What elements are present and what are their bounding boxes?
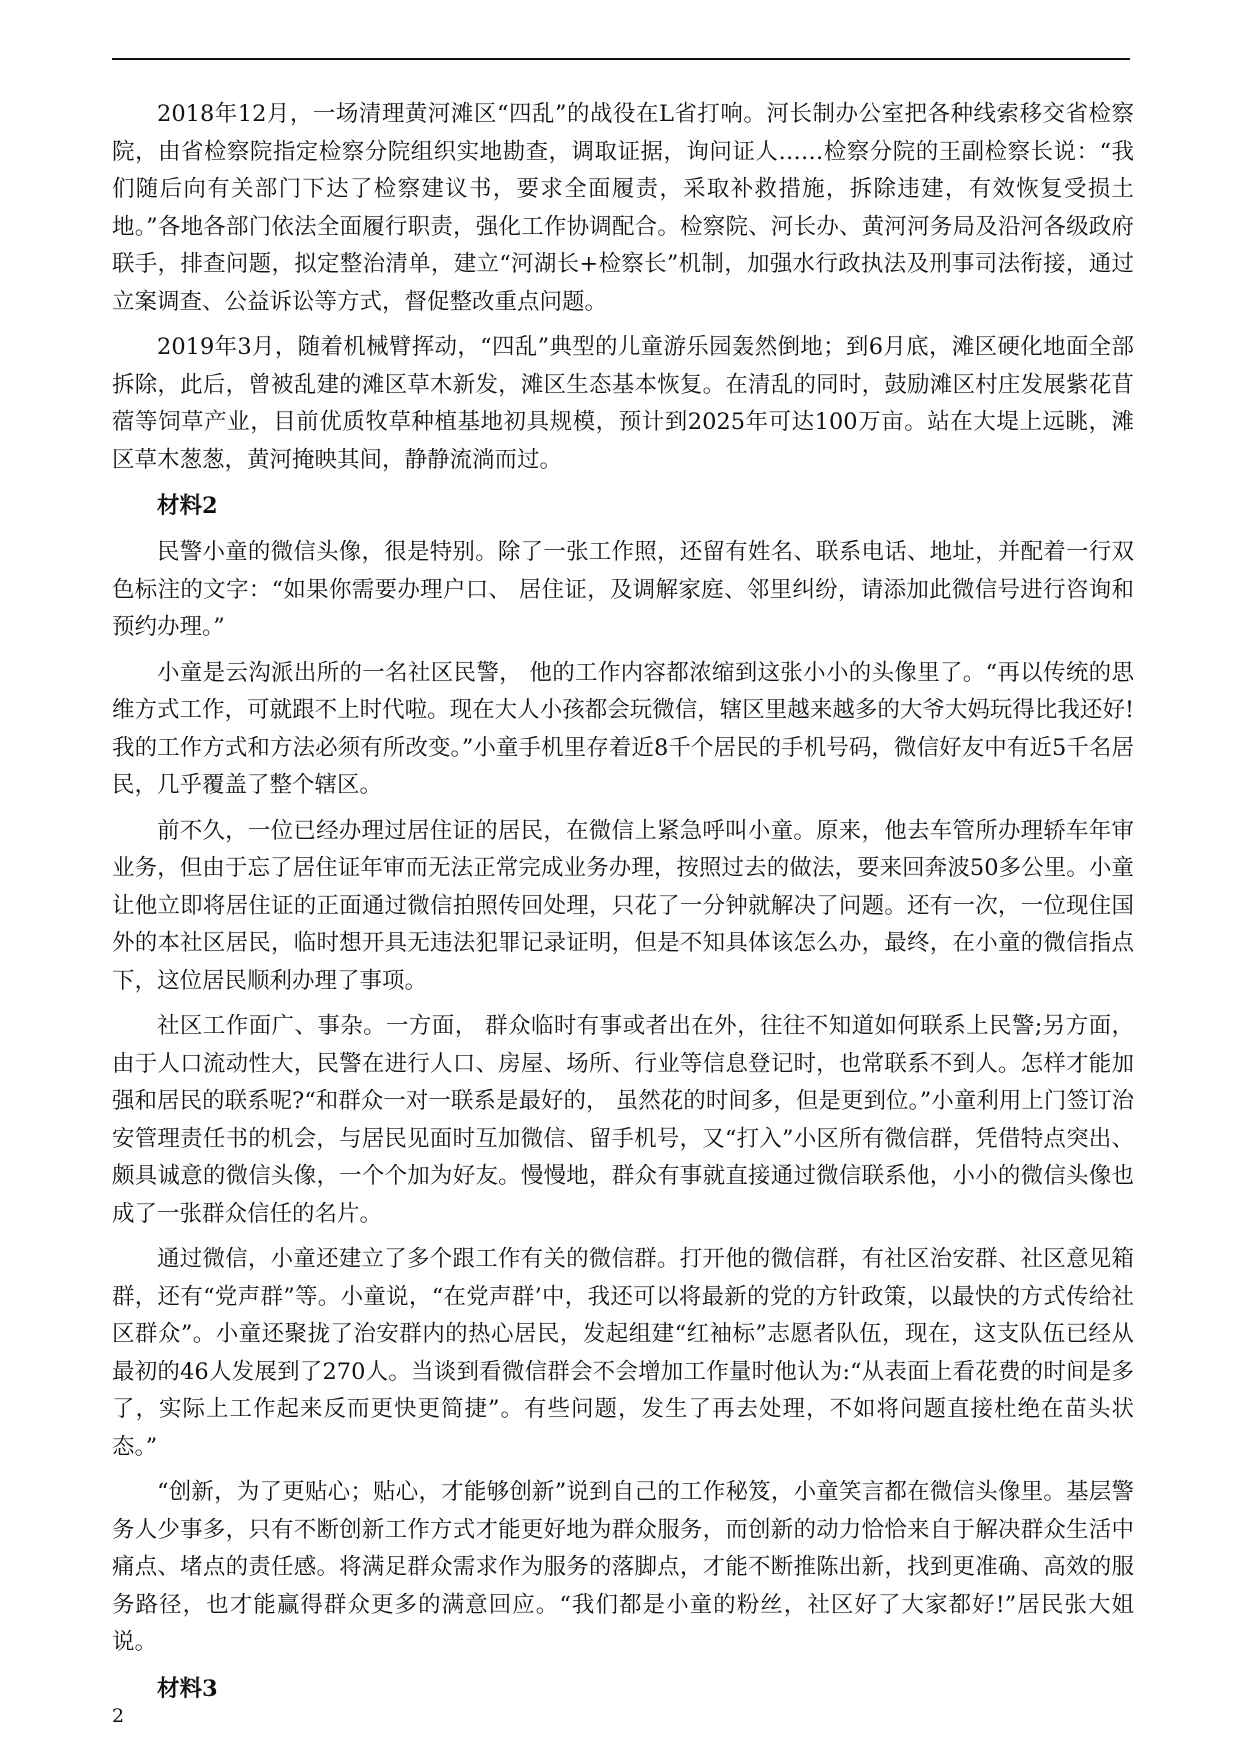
paragraph-innovation: “创新，为了更贴心；贴心，才能够创新”说到自己的工作秘笈，小童笑言都在微信头像里。基层警务人少事多，只有不断创新工作方式才能更好地为群众服务，而创新的动力恰恰来自于解决群众生活中痛点、堵点的责任感。将满足群众需求作为服务的落脚点，才能不断推陈出新，找到更准确、高效的服务路径，也才能赢得群众更多的满意回应。“我们都是小童的粉丝，社区好了大家都好!”居民张大姐说。: [112, 1479, 1134, 1655]
paragraph-wechat-avatar: 民警小童的微信头像，很是特别。除了一张工作照，还留有姓名、联系电话、地址，并配着一行双色标注的文字：“如果你需要办理户口、 居住证，及调解家庭、邻里纠纷，请添加此微信号进行咨询和预约办理。”: [112, 539, 1134, 640]
paragraph-resident-help: 前不久，一位已经办理过居住证的居民，在微信上紧急呼叫小童。原来，他去车管所办理轿车年审业务，但由于忘了居住证年审而无法正常完成业务办理，按照过去的做法，要来回奔波50多公里。小童让他立即将居住证的正面通过微信拍照传回处理，只花了一分钟就解决了问题。还有一次，一位现住国外的本社区居民，临时想开具无违法犯罪记录证明，但是不知具体该怎么办，最终，在小童的微信指点下，这位居民顺利办理了事项。: [112, 817, 1134, 994]
header-rule: [112, 58, 1130, 60]
paragraph-ecology-restored: 2019年3月，随着机械臂挥动，“四乱”典型的儿童游乐园轰然倒地；到6月底，滩区硬化地面全部拆除，此后，曾被乱建的滩区草木新发，滩区生态基本恢复。在清乱的同时，鼓励滩区村庄发展紫花苜蓿等饲草产业，目前优质牧草种植基地初具规模，预计到2025年可达100万亩。站在大堤上远眺，滩区草木葱葱，黄河掩映其间，静静流淌而过。: [112, 334, 1134, 473]
paragraph-community-officer: 小童是云沟派出所的一名社区民警， 他的工作内容都浓缩到这张小小的头像里了。“再以传统的思维方式工作，可就跟不上时代啦。现在大人小孩都会玩微信，辖区里越来越多的大爷大妈玩得比我还好!我的工作方式和方法必须有所改变。”小童手机里存着近8千个居民的手机号码，微信好友中有近5千名居民，几乎覆盖了整个辖区。: [112, 659, 1134, 798]
paragraph-river-cleanup: 2018年12月，一场清理黄河滩区“四乱”的战役在L省打响。河长制办公室把各种线索移交省检察院，由省检察院指定检察分院组织实地勘查，调取证据，询问证人……检察分院的王副检察长说：“我们随后向有关部门下达了检察建议书，要求全面履责，采取补救措施，拆除违建，有效恢复受损土地。”各地各部门依法全面履行职责，强化工作协调配合。检察院、河长办、黄河河务局及沿河各级政府联手，排查问题，拟定整治清单，建立“河湖长+检察长”机制，加强水行政执法及刑事司法衔接，通过立案调查、公益诉讼等方式，督促整改重点问题。: [112, 101, 1134, 315]
page-number: 2: [112, 1705, 125, 1727]
document-body: [112, 96, 1134, 1717]
section-heading-material-2: 材料2: [157, 493, 218, 519]
paragraph-community-work: 社区工作面广、事杂。一方面， 群众临时有事或者出在外，往往不知道如何联系上民警;另方面，由于人口流动性大，民警在进行人口、房屋、场所、行业等信息登记时，也常联系不到人。怎样才能加强和居民的联系呢?“和群众一对一联系是最好的， 虽然花的时间多，但是更到位。”小童利用上门签订治安管理责任书的机会，与居民见面时互加微信、留手机号，又“打入”小区所有微信群，凭借特点突出、颇具诚意的微信头像，一个个加为好友。慢慢地，群众有事就直接通过微信联系他，小小的微信头像也成了一张群众信任的名片。: [112, 1013, 1134, 1227]
section-heading-material-3: 材料3: [157, 1675, 218, 1702]
paragraph-wechat-groups: 通过微信，小童还建立了多个跟工作有关的微信群。打开他的微信群，有社区治安群、社区意见箱群，还有“党声群”等。小童说，“在党声群’中，我还可以将最新的党的方针政策，以最快的方式传给社区群众”。小童还聚拢了治安群内的热心居民，发起组建“红袖标”志愿者队伍，现在，这支队伍已经从最初的46人发展到了270人。当谈到看微信群会不会增加工作量时他认为:“从表面上看花费的时间是多了，实际上工作起来反而更快更简捷”。有些问题，发生了再去处理，不如将问题直接杜绝在苗头状态。”: [112, 1246, 1134, 1460]
